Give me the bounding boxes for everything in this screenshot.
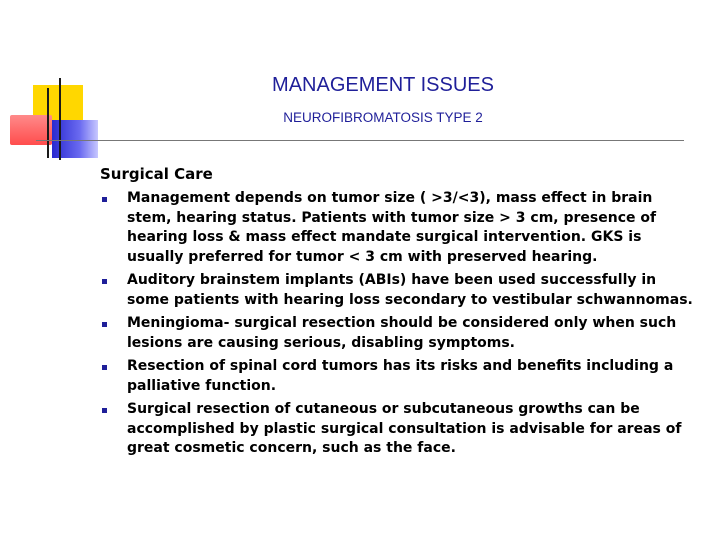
slide-title: MANAGEMENT ISSUES	[272, 74, 494, 96]
list-item-text: Auditory brainstem implants (ABIs) have been used successfully in some patients with hearing loss secondary to vestibular schwannomas.	[127, 272, 693, 308]
decor-vertical-line	[59, 78, 61, 160]
list-item-text: Surgical resection of cutaneous or subcutaneous growths can be accomplished by plastic surgical consultation is advisable for areas of great cosmetic concern, such as the face.	[127, 401, 682, 456]
list-item-text: Management depends on tumor size ( >3/<3), mass effect in brain stem, hearing status. Patients with tumor size > 3 cm, presence of hearing loss & mass effect mandate surgical intervention. GKS is usually preferred for tumor < 3 cm with preserved hearing.	[127, 190, 657, 265]
bullet-list	[100, 189, 700, 459]
list-item	[100, 314, 700, 353]
section-heading: Surgical Care	[100, 165, 213, 183]
list-item-text: Resection of spinal cord tumors has its risks and benefits including a palliative function.	[127, 358, 674, 394]
square-bullet-icon	[102, 279, 107, 284]
decor-vertical-line-2	[47, 88, 49, 158]
square-bullet-icon	[102, 365, 107, 370]
square-bullet-icon	[102, 408, 107, 413]
title-divider	[36, 140, 684, 141]
list-item-text: Meningioma- surgical resection should be considered only when such lesions are causing serious, disabling symptoms.	[127, 315, 677, 351]
square-bullet-icon	[102, 322, 107, 327]
slide-subtitle: NEUROFIBROMATOSIS TYPE 2	[283, 110, 483, 125]
square-bullet-icon	[102, 197, 107, 202]
slide-body	[100, 165, 700, 463]
list-item	[100, 189, 700, 267]
list-item	[100, 357, 700, 396]
list-item	[100, 400, 700, 459]
list-item	[100, 271, 700, 310]
